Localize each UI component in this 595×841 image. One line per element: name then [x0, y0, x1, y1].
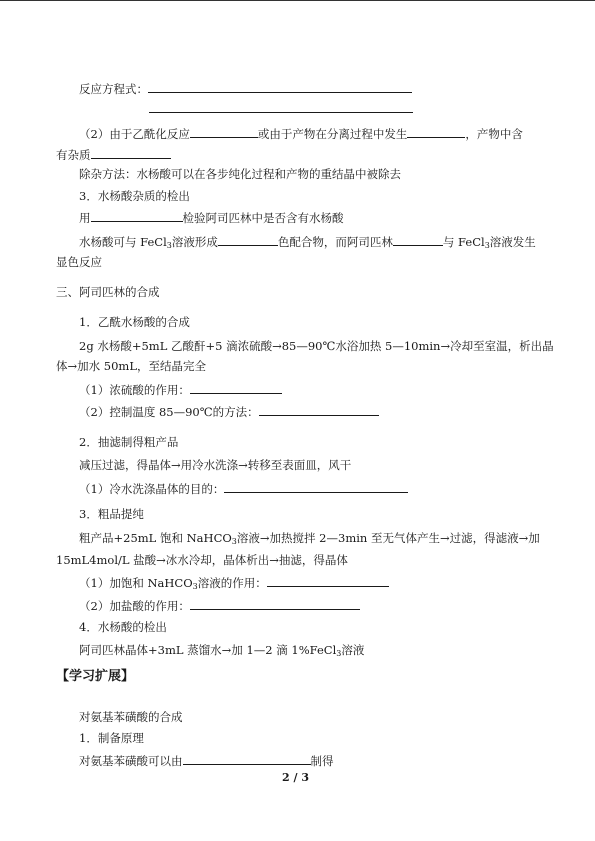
step1-question-2: [79, 404, 379, 419]
reagent-text-a: 用: [79, 211, 91, 225]
fecl3-text-a: 水杨酸可与 FeCl: [79, 235, 167, 249]
step3-procedure-1: [79, 531, 540, 545]
step2-procedure: 减压过滤，得晶体→用冷水洗涤→转移至表面皿，风干: [79, 458, 352, 472]
impurity-reason-line-2: [56, 147, 171, 162]
step4-procedure-text-b: 溶液: [341, 643, 365, 657]
equation-line-2: [149, 101, 413, 116]
step4-procedure: [79, 643, 364, 657]
section-title-aspirin-synthesis: 三、阿司匹林的合成: [56, 285, 160, 299]
step2-title: 2．抽滤制得粗产品: [79, 435, 179, 449]
step3-question-1: [79, 575, 389, 590]
color-blank[interactable]: [218, 234, 278, 246]
equation-label: 反应方程式：: [79, 82, 148, 96]
impurity-reason-text-d: 有杂质: [56, 148, 91, 162]
reagent-text-b: 检验阿司匹林中是否含有水杨酸: [182, 211, 344, 225]
fecl3-line-2: 显色反应: [56, 255, 102, 269]
impurity-reason-text-c: ，产物中含: [465, 127, 523, 141]
extension-principle-title: 1．制备原理: [79, 731, 144, 745]
subscript-3: 3: [484, 241, 490, 250]
fecl3-line: [79, 234, 536, 249]
step4-procedure-text-a: 阿司匹林晶体+3mL 蒸馏水→加 1—2 滴 1%FeCl: [79, 643, 337, 657]
step1-title: 1．乙酰水杨酸的合成: [79, 315, 190, 329]
impurity-reason-text-a: （2）由于乙酰化反应: [79, 127, 190, 141]
step1-question-2-text: （2）控制温度 85—90℃的方法：: [79, 405, 259, 419]
impurity-blank-1[interactable]: [190, 126, 258, 138]
equation-blank-1[interactable]: [148, 81, 412, 93]
step1-question-1-text: （1）浓硫酸的作用：: [79, 383, 190, 397]
aspirin-blank[interactable]: [393, 234, 443, 246]
subscript-3: 3: [192, 582, 198, 591]
remove-method: 除杂方法：水杨酸可以在各步纯化过程和产物的重结晶中被除去: [79, 167, 401, 181]
step3-procedure-1-text-b: 溶液→加热搅拌 2—3min 至无气体产生→过滤，得滤液→加: [236, 531, 540, 545]
top-rule: [0, 0, 595, 1]
subsection-title-salicylic-check: 3．水杨酸杂质的检出: [79, 189, 190, 203]
extension-principle-line: [79, 753, 334, 768]
reagent-blank[interactable]: [91, 210, 183, 222]
step1-question-1: [79, 382, 282, 397]
fecl3-text-e: 溶液发生: [489, 235, 536, 249]
extension-principle-text-a: 对氨基苯磺酸可以由: [79, 754, 183, 768]
impurity-blank-2[interactable]: [407, 126, 465, 138]
step2-question-1-text: （1）冷水洗涤晶体的目的：: [79, 482, 225, 496]
step1-answer-1-blank[interactable]: [190, 382, 282, 394]
step2-answer-blank[interactable]: [224, 481, 408, 493]
step1-procedure-2: 体→加水 50mL，至结晶完全: [56, 359, 206, 373]
step3-question-1-text-a: （1）加饱和 NaHCO: [79, 576, 193, 590]
step3-question-1-text-b: 溶液的作用：: [197, 576, 267, 590]
step3-title: 3．粗品提纯: [79, 507, 144, 521]
impurity-reason-line: [79, 126, 523, 141]
step1-procedure-1: 2g 水杨酸+5mL 乙酸酐+5 滴浓硫酸→85—90℃水浴加热 5—10min→冷却至室温，析出晶: [79, 339, 554, 353]
study-extension-heading: 【学习扩展】: [56, 669, 135, 684]
fecl3-text-d: 与 FeCl: [442, 235, 485, 249]
impurity-reason-text-b: 或由于产物在分离过程中发生: [257, 127, 408, 141]
step3-procedure-2: 15mL4mol/L 盐酸→冰水冷却，晶体析出→抽滤，得晶体: [56, 553, 348, 567]
fecl3-text-b: 溶液形成: [171, 235, 218, 249]
extension-principle-text-b: 制得: [310, 754, 334, 768]
fecl3-text-c: 色配合物，而阿司匹林: [277, 235, 393, 249]
impurity-blank-3[interactable]: [91, 147, 171, 159]
extension-answer-blank[interactable]: [183, 753, 311, 765]
extension-title: 对氨基苯磺酸的合成: [79, 710, 183, 724]
step2-question-1: [79, 481, 408, 496]
subscript-3: 3: [231, 537, 237, 546]
equation-line-1: [79, 81, 412, 96]
page-number: 2 / 3: [282, 771, 309, 784]
reagent-line: [79, 210, 344, 225]
step3-question-2: [79, 598, 360, 613]
step3-answer-1-blank[interactable]: [267, 575, 389, 587]
step3-answer-2-blank[interactable]: [190, 598, 360, 610]
step3-question-2-text: （2）加盐酸的作用：: [79, 599, 190, 613]
subscript-3: 3: [166, 241, 172, 250]
step3-procedure-1-text-a: 粗产品+25mL 饱和 NaHCO: [79, 531, 232, 545]
step1-answer-2-blank[interactable]: [259, 404, 379, 416]
equation-blank-2[interactable]: [149, 101, 413, 113]
step4-title: 4．水杨酸的检出: [79, 620, 167, 634]
subscript-3: 3: [336, 649, 342, 658]
